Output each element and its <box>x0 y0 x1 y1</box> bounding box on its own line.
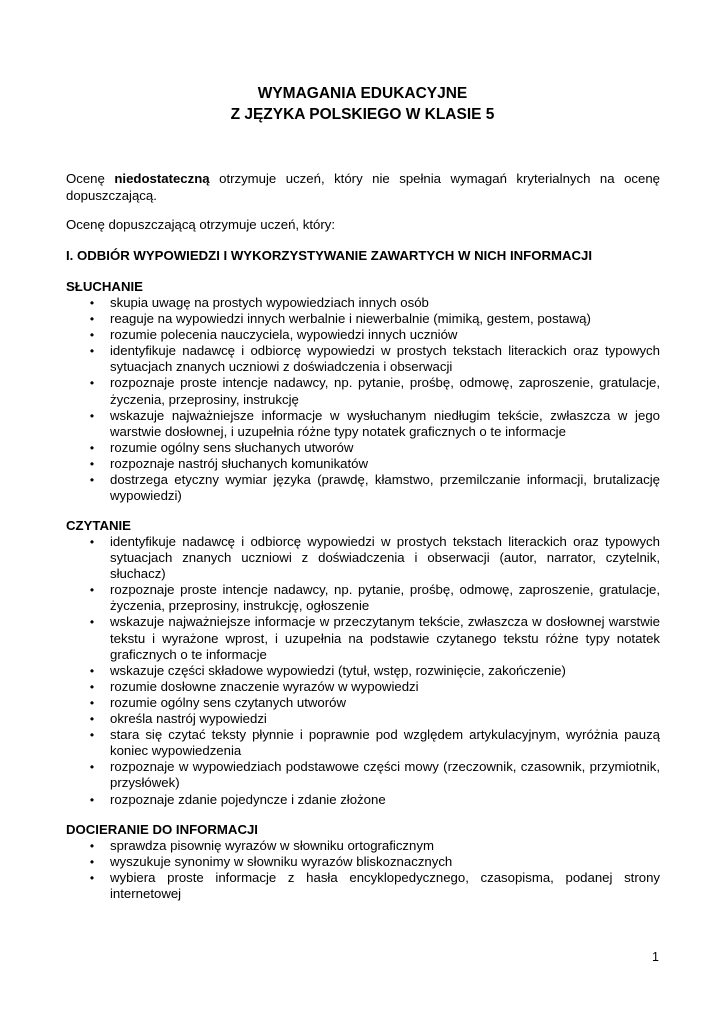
list-item <box>66 343 660 375</box>
bullet-icon: • <box>89 679 95 694</box>
list-item <box>66 838 660 854</box>
list-item-text: skupia uwagę na prostych wypowiedziach innych osób <box>110 295 429 310</box>
list-item-text: określa nastrój wypowiedzi <box>110 711 267 727</box>
bullet-icon: • <box>89 296 95 310</box>
bullet-icon: • <box>89 728 95 743</box>
bullet-icon: • <box>89 663 95 678</box>
bullet-icon: • <box>89 473 95 488</box>
list-item-text: identyfikuje nadawcę i odbiorcę wypowiedzi w prostych tekstach literackich oraz typowych sytuacjach znanych uczniowi z doświadczenia i obserwacji (autor, narrator, czytelnik, słuchacz) <box>110 534 660 582</box>
bullet-icon: • <box>89 344 95 359</box>
docieranie-list <box>66 838 660 902</box>
bullet-icon: • <box>89 440 95 455</box>
list-item <box>66 472 660 504</box>
list-item-text: rozpoznaje proste intencje nadawcy, np. pytanie, prośbę, odmowę, zaproszenie, gratulacje, życzenia, przeprosiny, instrukcję <box>110 375 660 407</box>
document-title-line1: WYMAGANIA EDUKACYJNE <box>257 85 468 102</box>
list-item <box>66 375 660 407</box>
czytanie-list <box>66 534 660 808</box>
bullet-icon: • <box>89 712 95 727</box>
list-item <box>66 870 660 902</box>
section-heading: I. ODBIÓR WYPOWIEDZI I WYKORZYSTYWANIE ZAWARTYCH W NICH INFORMACJI <box>66 248 593 263</box>
list-item-text: rozpoznaje w wypowiedziach podstawowe części mowy (rzeczownik, czasownik, przymiotnik, przysłówek) <box>110 759 660 791</box>
list-item <box>66 408 660 440</box>
list-item-text: dostrzega etyczny wymiar języka (prawdę, kłamstwo, przemilczanie informacji, brutalizację wypowiedzi) <box>110 472 660 504</box>
list-item-text: wskazuje najważniejsze informacje w wysłuchanym niedługim tekście, zwłaszcza w jego warstwie dosłownej, i uzupełnia różne typy notatek graficznych o te informacje <box>110 407 660 439</box>
list-item <box>66 679 660 695</box>
list-item-text: rozpoznaje nastrój słuchanych komunikatów <box>110 455 369 471</box>
list-item-text: wskazuje części składowe wypowiedzi (tytuł, wstęp, rozwinięcie, zakończenie) <box>110 662 566 678</box>
list-item-text: wybiera proste informacje z hasła encyklopedycznego, czasopisma, podanej strony internetowej <box>110 870 660 902</box>
list-item <box>66 695 660 711</box>
list-item-text: rozumie dosłowne znaczenie wyrazów w wypowiedzi <box>110 678 419 694</box>
list-item-text: rozumie ogólny sens czytanych utworów <box>110 694 347 710</box>
sluchanie-list <box>66 295 660 504</box>
list-item-text: rozpoznaje proste intencje nadawcy, np. pytanie, prośbę, odmowę, zaproszenie, gratulacje, życzenia, przeprosiny, instrukcję, ogłoszenie <box>110 582 660 614</box>
bullet-icon: • <box>89 760 95 775</box>
bullet-icon: • <box>89 839 95 853</box>
list-item-text: wskazuje najważniejsze informacje w przeczytanym tekście, zwłaszcza w dosłownej warstwie tekstu i wyrażone wprost, i uzupełnia na podstawie czytanego tekstu różne typy notatek graficznych o te informacje <box>110 614 660 662</box>
bullet-icon: • <box>89 695 95 710</box>
intro-text-end: otrzymuje uczeń, który nie spełnia wymagań kryterialnych na ocenę dopuszczającą. <box>66 171 660 203</box>
list-item-text: rozumie polecenia nauczyciela, wypowiedzi innych uczniów <box>110 327 458 343</box>
list-item <box>66 327 660 343</box>
list-item-text: rozumie ogólny sens słuchanych utworów <box>110 439 354 455</box>
bullet-icon: • <box>89 855 95 870</box>
list-item <box>66 792 660 808</box>
list-item <box>66 854 660 870</box>
list-item <box>66 711 660 727</box>
list-item <box>66 534 660 582</box>
bullet-icon: • <box>89 871 95 886</box>
list-item-text: identyfikuje nadawcę i odbiorcę wypowiedzi w prostych tekstach literackich oraz typowych sytuacjach znanych uczniowi z doświadczenia i obserwacji <box>110 343 660 375</box>
page-number: 1 <box>652 950 659 964</box>
bullet-icon: • <box>89 535 95 549</box>
bullet-icon: • <box>89 456 95 471</box>
czytanie-heading: CZYTANIE <box>66 518 131 533</box>
list-item <box>66 759 660 791</box>
list-item-text: wyszukuje synonimy w słowniku wyrazów bliskoznacznych <box>110 854 453 870</box>
bullet-icon: • <box>89 312 95 327</box>
list-item-text: rozpoznaje zdanie pojedyncze i zdanie złożone <box>110 791 386 807</box>
bullet-icon: • <box>89 408 95 423</box>
list-item-text: stara się czytać teksty płynnie i poprawnie pod względem artykulacyjnym, wyróżnia pauzą koniec wypowiedzenia <box>110 727 660 759</box>
intro-bold-grade: niedostateczną <box>114 171 210 186</box>
bullet-icon: • <box>89 328 95 343</box>
bullet-icon: • <box>89 792 95 807</box>
list-item <box>66 614 660 662</box>
document-title-line2: Z JĘZYKA POLSKIEGO W KLASIE 5 <box>230 106 495 123</box>
list-item <box>66 440 660 456</box>
intro-paragraph-2: Ocenę dopuszczającą otrzymuje uczeń, który: <box>66 217 336 232</box>
list-item <box>66 456 660 472</box>
list-item <box>66 295 660 311</box>
docieranie-heading: DOCIERANIE DO INFORMACJI <box>66 822 258 837</box>
intro-paragraph <box>66 170 660 204</box>
intro-text-start: Ocenę <box>66 171 115 186</box>
list-item-text: reaguje na wypowiedzi innych werbalnie i niewerbalnie (mimiką, gestem, postawą) <box>110 311 591 327</box>
list-item <box>66 311 660 327</box>
list-item <box>66 663 660 679</box>
list-item <box>66 727 660 759</box>
bullet-icon: • <box>89 615 95 630</box>
bullet-icon: • <box>89 583 95 598</box>
sluchanie-heading: SŁUCHANIE <box>66 279 143 294</box>
bullet-icon: • <box>89 376 95 391</box>
list-item <box>66 582 660 614</box>
list-item-text: sprawdza pisownię wyrazów w słowniku ortograficznym <box>110 838 434 853</box>
